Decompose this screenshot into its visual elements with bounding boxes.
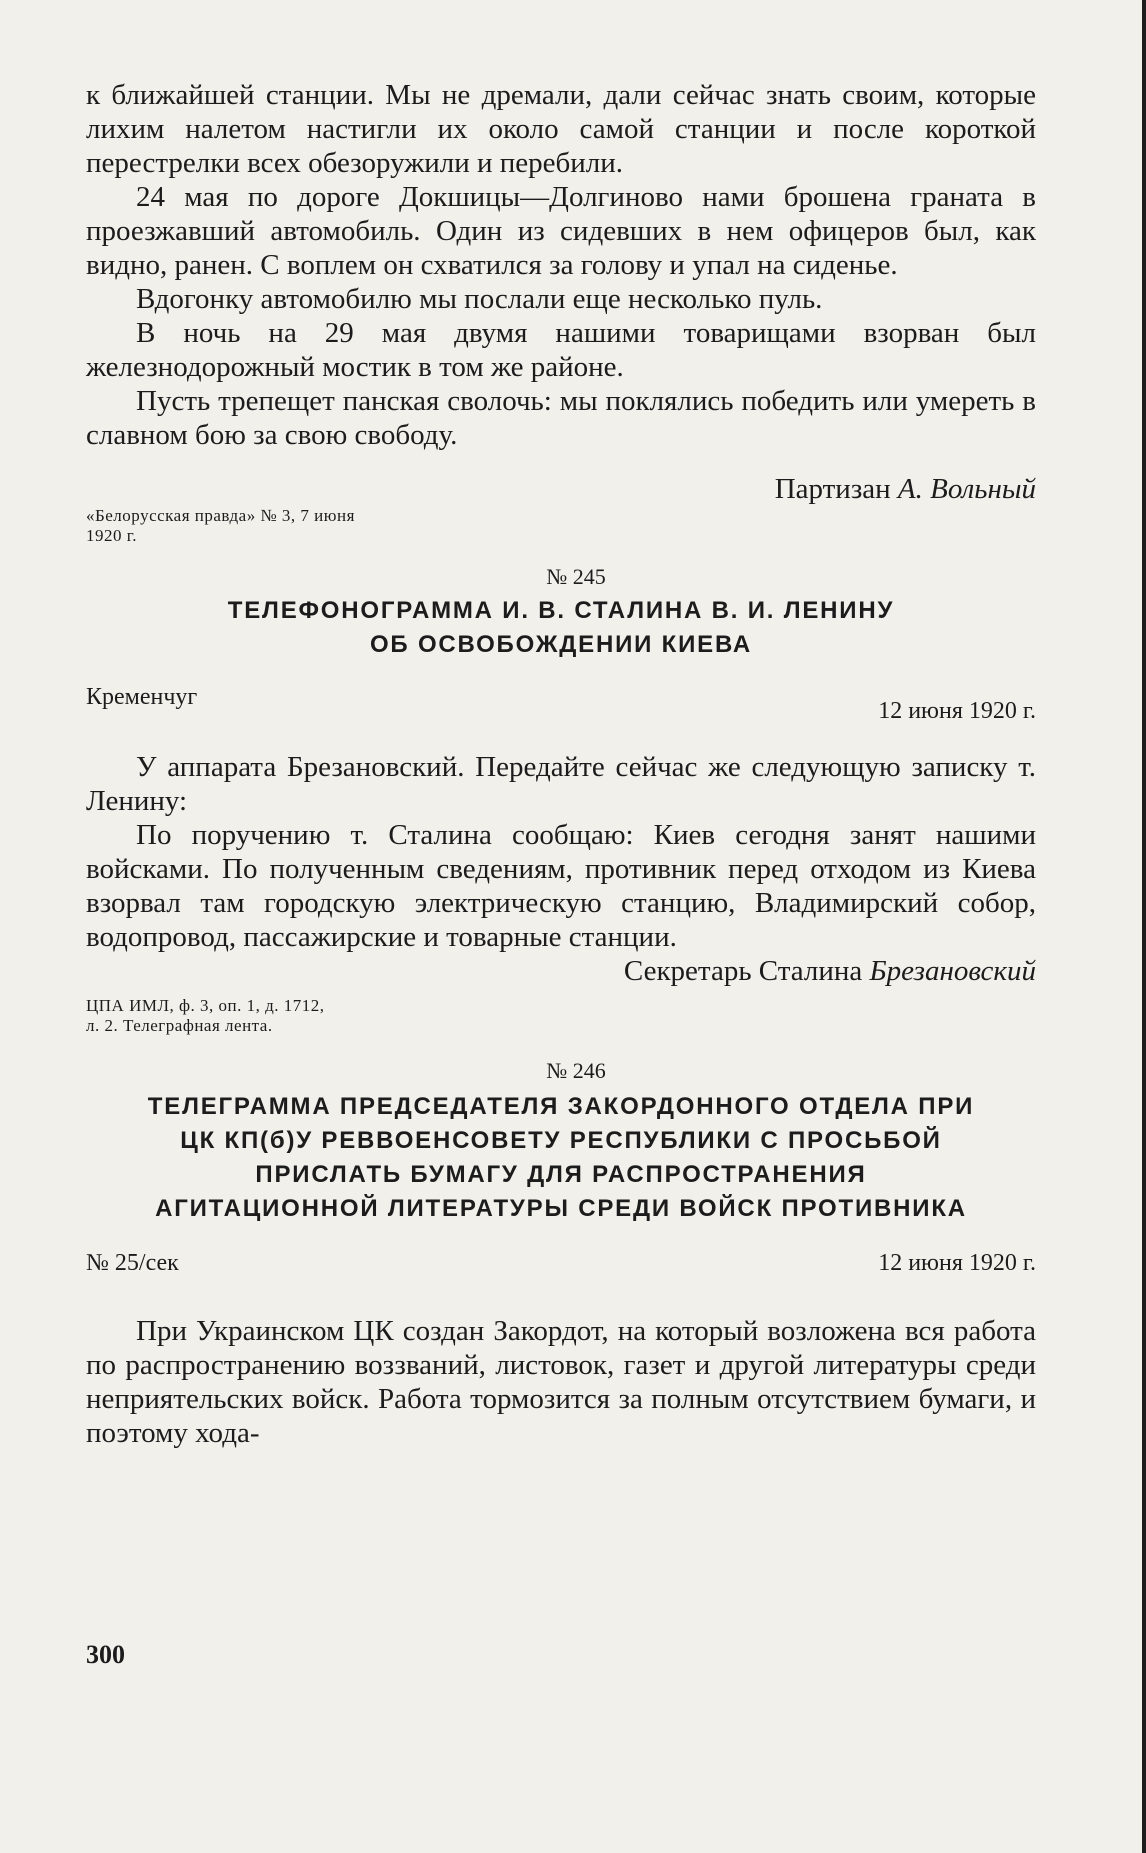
paragraph: В ночь на 29 мая двумя нашими товарищами взорван был железнодорожный мостик в том же районе. xyxy=(86,317,1036,383)
signature xyxy=(86,472,1036,506)
source-citation: ЦПА ИМЛ, ф. 3, оп. 1, д. 1712, л. 2. Телеграфная лента. xyxy=(86,996,325,1035)
reference-number: № 25/сек xyxy=(86,1250,179,1276)
page-number: 300 xyxy=(86,1640,125,1669)
document-number: № 246 xyxy=(546,1058,606,1083)
document-title-line: ЦК КП(б)У РЕВВОЕНСОВЕТУ РЕСПУБЛИКИ С ПРОСЬБОЙ xyxy=(180,1127,942,1154)
source-citation: «Белорусская правда» № 3, 7 июня 1920 г. xyxy=(86,506,355,545)
paragraph: 24 мая по дороге Докшицы—Долгиново нами брошена граната в проезжавший автомобиль. Один из сидевших в нем офицеров был, как видно, ранен. С воплем он схватился за голову и упал на сиденье. xyxy=(86,181,1036,281)
signature-name: А. Вольный xyxy=(897,473,1036,505)
signature xyxy=(86,954,1036,988)
paragraph: У аппарата Брезановский. Передайте сейчас же следующую записку т. Ленину: xyxy=(86,751,1036,817)
signature-role: Секретарь Сталина xyxy=(623,955,863,987)
paragraph: При Украинском ЦК создан Закордот, на который возложена вся работа по распространению воззваний, листовок, газет и другой литературы среди неприятельских войск. Работа тормозится за полным отсутствием бумаги, и поэтому хода- xyxy=(86,1315,1036,1449)
document-title-line: ТЕЛЕГРАММА ПРЕДСЕДАТЕЛЯ ЗАКОРДОННОГО ОТДЕЛА ПРИ xyxy=(147,1093,975,1120)
date: 12 июня 1920 г. xyxy=(878,1250,1036,1276)
date: 12 июня 1920 г. xyxy=(878,698,1036,724)
document-number: № 245 xyxy=(546,564,606,589)
ref-date-row xyxy=(86,1248,1036,1278)
document-title-line: ПРИСЛАТЬ БУМАГУ ДЛЯ РАСПРОСТРАНЕНИЯ xyxy=(255,1161,867,1188)
paragraph: к ближайшей станции. Мы не дремали, дали сейчас знать своим, которые лихим налетом настигли их около самой станции и после короткой перестрелки всех обезоружили и перебили. xyxy=(86,79,1036,179)
paragraph: Вдогонку автомобилю мы послали еще несколько пуль. xyxy=(136,283,823,315)
document-title-line: ОБ ОСВОБОЖДЕНИИ КИЕВА xyxy=(369,631,753,658)
signature-name: Брезановский xyxy=(869,955,1036,987)
paragraph: По поручению т. Сталина сообщаю: Киев сегодня занят нашими войсками. По полученным сведениям, противник перед отходом из Киева взорвал там городскую электрическую станцию, Владимирский собор, водопровод, пассажирские и товарные станции. xyxy=(86,819,1036,953)
signature-role: Партизан xyxy=(774,473,891,505)
place: Кременчуг xyxy=(86,684,198,710)
document-title-line: ТЕЛЕФОНОГРАММА И. В. СТАЛИНА В. И. ЛЕНИНУ xyxy=(227,597,895,624)
place-date-row xyxy=(86,682,1036,724)
page-body xyxy=(86,78,1036,1450)
paragraph: Пусть трепещет панская сволочь: мы поклялись победить или умереть в славном бою за свою свободу. xyxy=(86,385,1036,451)
document-title-line: АГИТАЦИОННОЙ ЛИТЕРАТУРЫ СРЕДИ ВОЙСК ПРОТИВНИКА xyxy=(155,1195,967,1222)
page-edge xyxy=(1142,0,1146,1853)
